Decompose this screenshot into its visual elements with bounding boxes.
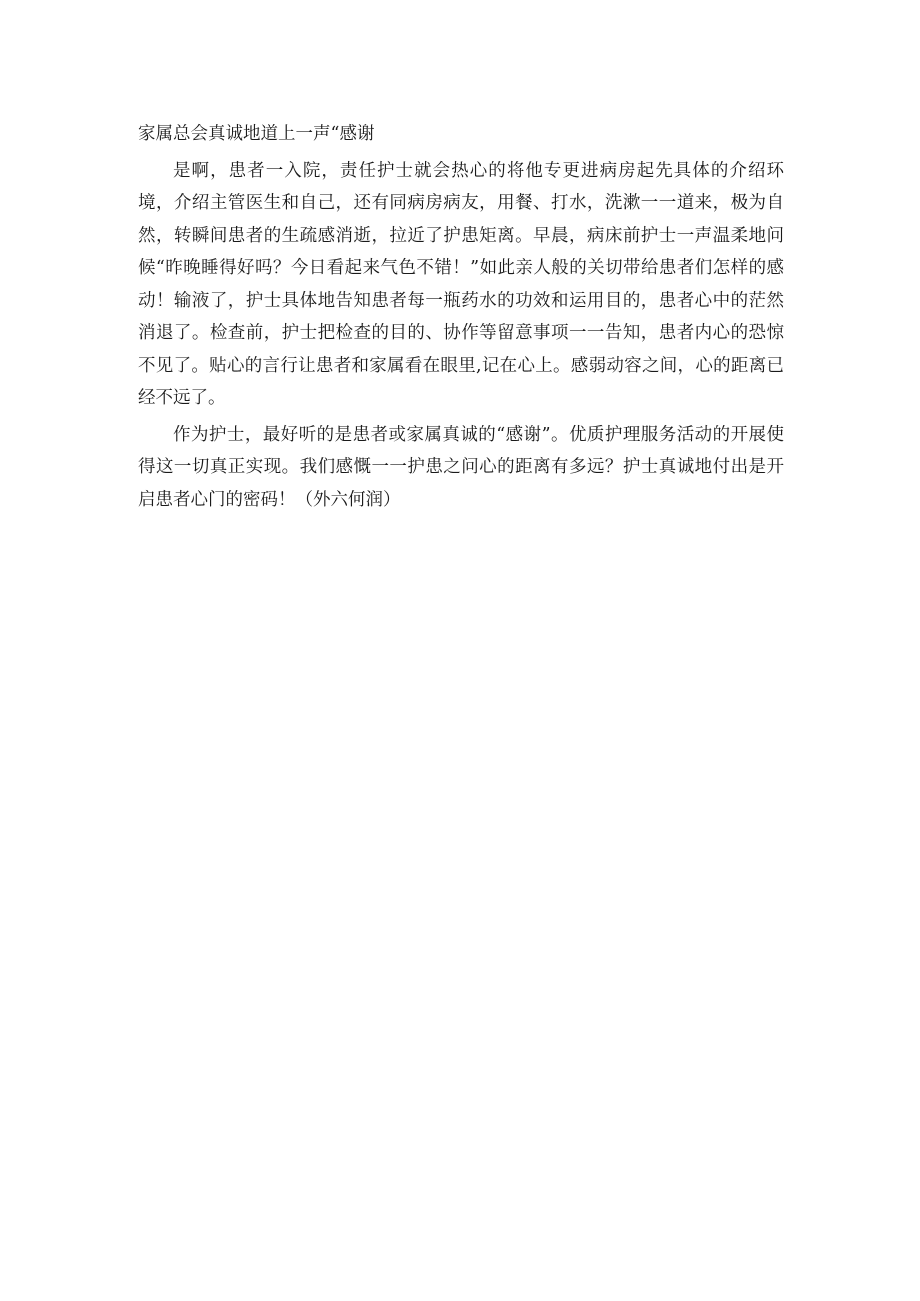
paragraph-continuation: 家属总会真诚地道上一声“感谢 [138,124,375,144]
paragraph-nursing-care: 是啊，患者一入院，责任护士就会热心的将他专更进病房起先具体的介绍环境，介绍主管医生和自己，还有同病房病友，用餐、打水，洗漱一一道来，极为自然，转瞬间患者的生疏感消逝，拉近了护患矩离。早晨，病床前护士一声温柔地问候“昨晚睡得好吗？今日看起来气色不错！”如此亲人般的关切带给患者们怎样的感动！输液了，护士具体地告知患者每一瓶药水的功效和运用目的，患者心中的茫然消退了。检查前，护士把检查的目的、协作等留意事项一一告知，患者内心的恐惊不见了。贴心的言行让患者和家属看在眼里,记在心上。感弱动容之间，心的距离已经不远了。 [138,160,784,408]
document-body [138,118,784,516]
paragraph-conclusion: 作为护士，最好听的是患者或家属真诚的“感谢”。优质护理服务活动的开展使得这一切真正实现。我们感慨一一护患之问心的距离有多远？护士真诚地付出是开启患者心门的密码！（外六何润） [138,424,784,510]
